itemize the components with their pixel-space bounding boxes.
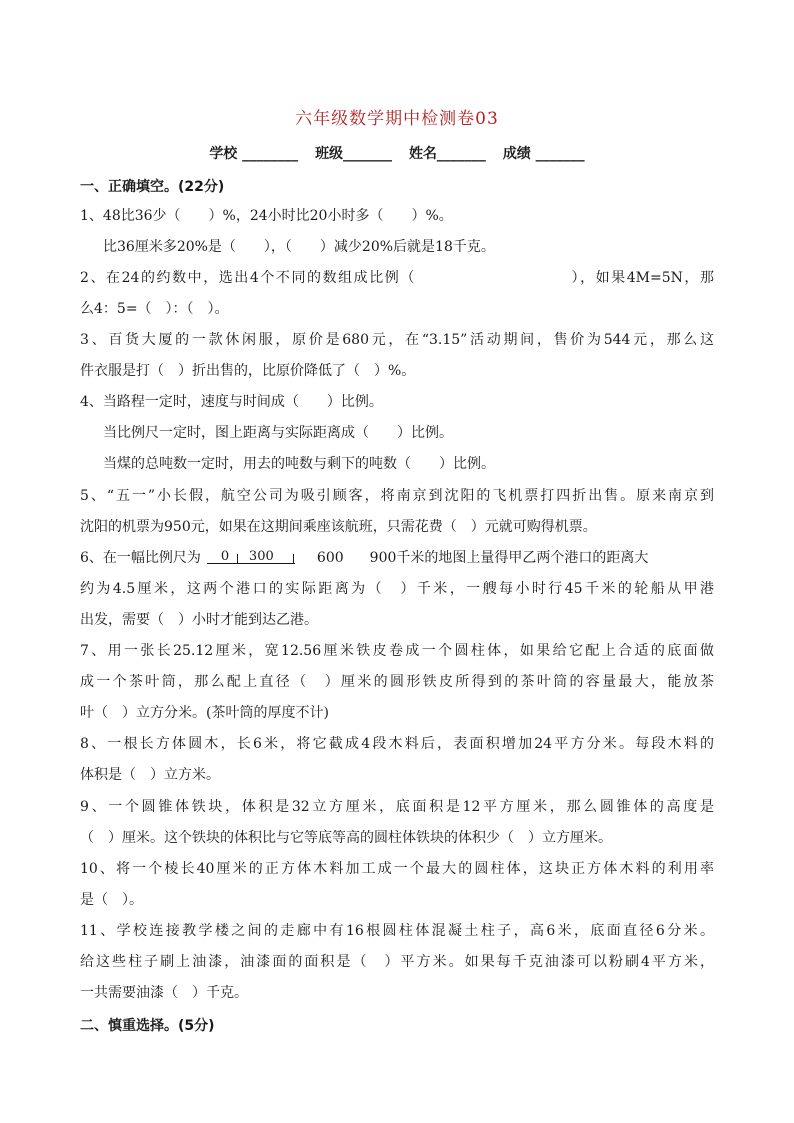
question-4-line-1: 4、当路程一定时，速度与时间成（ ）比例。 (80, 394, 383, 410)
school-field[interactable]: 学校 ________ (209, 146, 299, 162)
scale-tick (237, 554, 238, 564)
question-11-line-3: 一共需要油漆（ ）千克。 (80, 985, 248, 1001)
class-field[interactable]: 班级_______ (315, 146, 393, 162)
scale-label-600: 600 (316, 550, 344, 566)
question-7-line-2: 成一个茶叶筒，那么配上直径（ ）厘米的圆形铁皮所得到的茶叶筒的容量最大，能放茶 (80, 674, 714, 690)
question-1-line-2: 比36厘米多20%是（ ），（ ）减少20%后就是18千克。 (103, 239, 495, 255)
section-heading-multiple-choice: 二、慎重选择。(5分) (80, 1018, 215, 1034)
question-7-line-1: 7、用一张长25.12厘米，宽12.56厘米铁皮卷成一个圆柱体，如果给它配上合适的底面做 (80, 643, 714, 659)
question-9-line-2: （ ）厘米。这个铁块的体积比与它等底等高的圆柱体铁块的体积少（ ）立方厘米。 (80, 830, 612, 846)
question-5-line-2: 沈阳的机票为950元，如果在这期间乘座该航班，只需花费（ ）元就可购得机票。 (80, 519, 597, 535)
question-2-line-1: 2、在24的约数中，选出4个不同的数组成比例（ ），如果4M=5N，那 (80, 270, 714, 286)
scale-tick (293, 554, 294, 564)
page-title: 六年级数学期中检测卷03 (295, 109, 499, 129)
name-field[interactable]: 姓名_______ (408, 146, 486, 162)
question-6-line-2: 约为4.5厘米，这两个港口的实际距离为（ ）千米，一艘每小时行45千米的轮船从甲港 (80, 581, 714, 597)
question-3-line-1: 3、百货大厦的一款休闲服，原价是680元，在“3.15”活动期间，售价为544元，那么这 (80, 332, 714, 348)
question-6-line-1 (80, 548, 714, 568)
question-5-line-1: 5、“五一”小长假，航空公司为吸引顾客，将南京到沈阳的飞机票打四折出售。原来南京到 (80, 488, 714, 504)
question-3-line-2: 件衣服是打（ ）折出售的，比原价降低了（ ）%。 (80, 363, 416, 379)
question-4-line-3: 当煤的总吨数一定时，用去的吨数与剩下的吨数（ ）比例。 (103, 456, 495, 472)
section-heading-fill-blank: 一、正确填空。(22分) (80, 179, 225, 195)
question-6-line-3: 出发，需要（ ）小时才能到达乙港。 (80, 612, 318, 628)
question-11-line-1: 11、学校连接教学楼之间的走廊中有16根圆柱体混凝土柱子，高6米，底面直径6分米。 (80, 923, 714, 939)
question-6-prefix: 6、在一幅比例尺为 (80, 550, 201, 566)
score-field[interactable]: 成绩 _______ (502, 146, 585, 162)
question-10-line-2: 是（ ）。 (80, 892, 143, 908)
question-10-line-1: 10、将一个棱长40厘米的正方体木料加工成一个最大的圆柱体，这块正方体木料的利用率 (80, 861, 714, 877)
question-11-line-2: 给这些柱子刷上油漆，油漆面的面积是（ ）平方米。如果每千克油漆可以粉刷4平方米， (80, 954, 714, 970)
question-7-line-3: 叶（ ）立方分米。(茶叶筒的厚度不计) (80, 705, 329, 721)
question-1-line-1: 1、48比36少（ ）%，24小时比20小时多（ ）%。 (80, 208, 453, 224)
scale-label-300: 300 (248, 549, 274, 564)
question-6-suffix: 900千米的地图上量得甲乙两个港口的距离大 (369, 550, 649, 566)
question-8-line-2: 体积是（ ）立方米。 (80, 767, 220, 783)
student-info-row (0, 143, 794, 163)
question-9-line-1: 9、一个圆锥体铁块，体积是32立方厘米，底面积是12平方厘米，那么圆锥体的高度是 (80, 799, 714, 815)
question-2-line-2: 么4：5=（ ）：（ ）。 (80, 301, 229, 317)
question-4-line-2: 当比例尺一定时，图上距离与实际距离成（ ）比例。 (103, 425, 453, 441)
scale-label-0: 0 (220, 549, 230, 564)
scale-bar (207, 550, 295, 564)
question-8-line-1: 8、一根长方体圆木，长6米，将它截成4段木料后，表面积增加24平方分米。每段木料的 (80, 736, 714, 752)
